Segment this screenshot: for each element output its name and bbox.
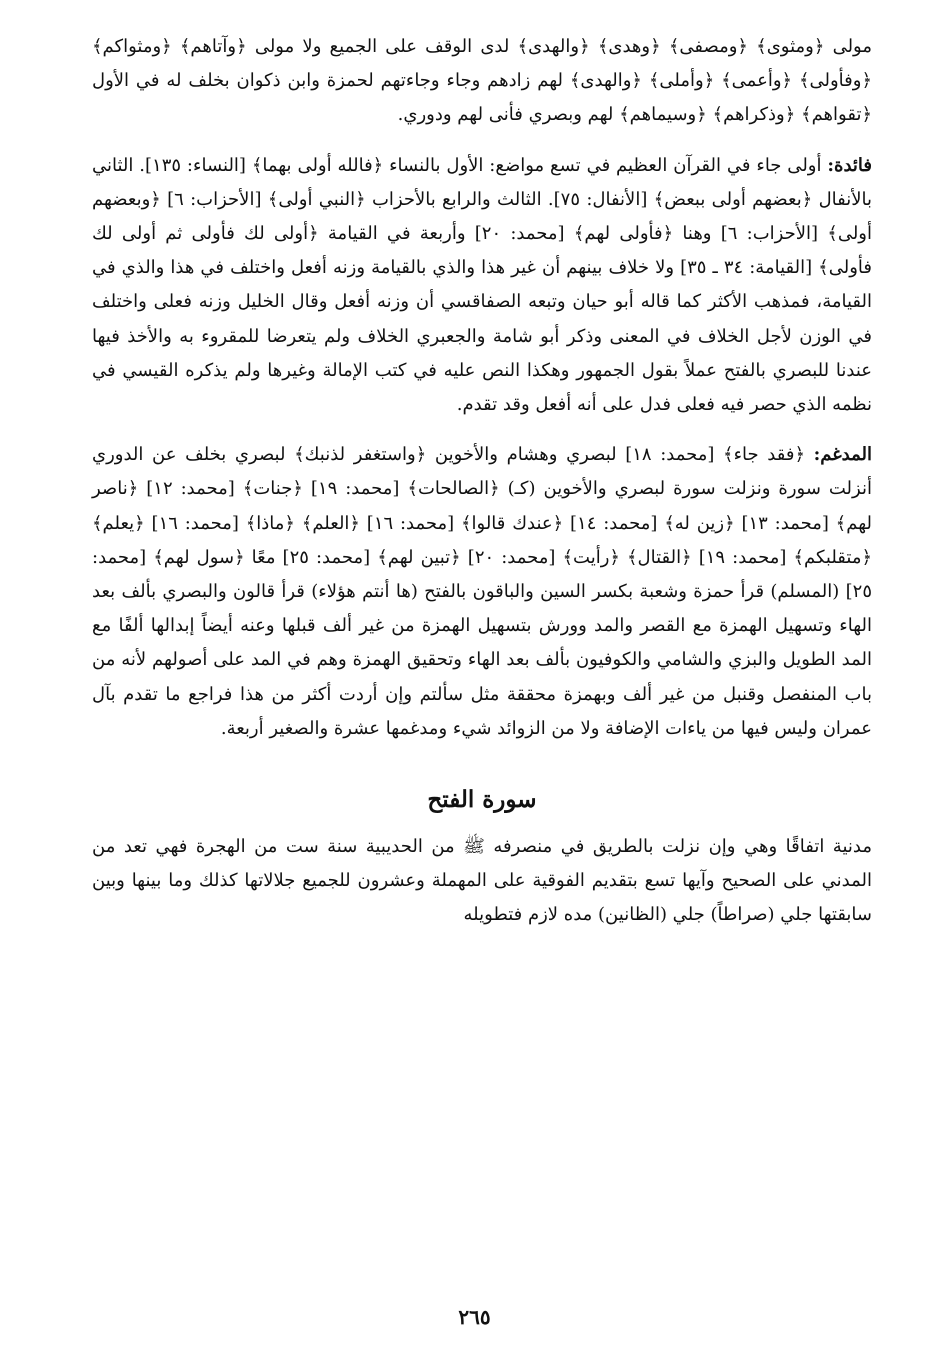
page-number: ٢٦٥ xyxy=(458,1305,491,1329)
paragraph-idgham xyxy=(92,438,872,746)
faida-label: فائدة: xyxy=(827,154,872,176)
idgham-text: ﴿فقد جاء﴾ [محمد: ١٨] لبصري وهشام والأخوين ﴿واستغفر لذنبك﴾ لبصري بخلف عن الدوري أنزلت سورة ونزلت سورة لبصري والأخوين (كـ) ﴿الصالحات﴾ [محمد: ١٩] ﴿جنات﴾ [محمد: ١٢] ﴿ناصر لهم﴾ [محمد: ١٣] ﴿زين له﴾ [محمد: ١٤] ﴿عندك قالوا﴾ [محمد: ١٦] ﴿العلم﴾ ﴿ماذا﴾ [محمد: ١٦] ﴿يعلم﴾ ﴿متقلبكم﴾ [محمد: ١٩] ﴿القتال﴾ ﴿رأيت﴾ [محمد: ٢٠] ﴿تبين لهم﴾ [محمد: ٢٥] معًا ﴿سول لهم﴾ [محمد: ٢٥] (المسلم) قرأ حمزة وشعبة بكسر السين والباقون بالفتح (ها أنتم هؤلاء) قرأ قالون والبصري بألف بعد الهاء وتسهيل الهمزة مع القصر والمد وورش بتسهيل الهمزة من غير ألف قبلها وعنه أيضاً إبدالها ألفًا مع المد الطويل والبزي والشامي والكوفيون بألف بعد الهاء وتحقيق الهمزة وهم في المد على أصولهم لأنه من باب المنفصل وقنبل من غير ألف وبهمزة محققة مثل سألتم وإن أردت أكثر من هذا فراجع ما تقدم بآل عمران وليس فيها من ياءات الإضافة ولا من الزوائد شيء ومدغمها عشرة والصغير أربعة. xyxy=(92,444,873,739)
faida-text: أولى جاء في القرآن العظيم في تسع مواضع: الأول بالنساء ﴿فالله أولى بهما﴾ [النساء: ١٣٥]. الثاني بالأنفال ﴿بعضهم أولى ببعض﴾ [الأنفال: ٧٥]. الثالث والرابع بالأحزاب ﴿النبي أولى﴾ [الأحزاب: ٦] ﴿وبعضهم أولى﴾ [الأحزاب: ٦] وهنا ﴿فأولى لهم﴾ [محمد: ٢٠] وأربعة في القيامة ﴿أولى لك فأولى ثم أولى لك فأولى﴾ [القيامة: ٣٤ ـ ٣٥] ولا خلاف بينهم أن غير هذا والذي بالقيامة وزنه أفعل واختلف في هذا والذي في القيامة، فمذهب الأكثر كما قاله أبو حيان وتبعه الصفاقسي أن وزنه أفعل وقال الخليل وزنه فعلى واختلف في الوزن لأجل الخلاف في المعنى وذكر أبو شامة والجعبري الخلاف ولم يتعرضا للمقروء به والأخذ فيها عندنا للبصري بالفتح عملاً بقول الجمهور وهكذا النص عليه في كتب الإمالة وغيرها ولم يذكره القيسي في نظمه الذي حصر فيه فعلى فدل على أنه أفعل وقد تقدم. xyxy=(92,154,873,416)
page-body xyxy=(92,30,872,949)
paragraph-text: مولى ﴿ومثوى﴾ ﴿ومصفى﴾ ﴿وهدى﴾ ﴿والهدى﴾ لدى الوقف على الجميع ولا مولى ﴿وآتاهم﴾ ﴿ومثواكم﴾ ﴿وفأولى﴾ ﴿وأعمى﴾ ﴿وأملى﴾ ﴿والهدى﴾ لهم زادهم وجاء وجاءتهم لحمزة وابن ذكوان بخلف له في الأول ﴿تقواهم﴾ ﴿وذكراهم﴾ ﴿وسيماهم﴾ لهم وبصري فأنى لهم ودوري. xyxy=(92,36,872,126)
surah-intro-text: مدنية اتفاقًا وهي وإن نزلت بالطريق في منصرفه ﷺ من الحديبية سنة ست من الهجرة فهي تعد من المدني على الصحيح وآيها تسع بتقديم الفوقية على المهملة وعشرون للجميع جلالاتها كذلك وما بينها وبين سابقتها جلي (صراطاً) جلي (الظانين) مده لازم فتطويله xyxy=(92,836,872,926)
idgham-label: المدغم: xyxy=(813,444,872,466)
paragraph-faida xyxy=(92,149,872,423)
paragraph-continuation xyxy=(92,30,872,133)
paragraph-surah-intro xyxy=(92,830,872,933)
surah-heading: سورة الفتح xyxy=(427,786,537,814)
